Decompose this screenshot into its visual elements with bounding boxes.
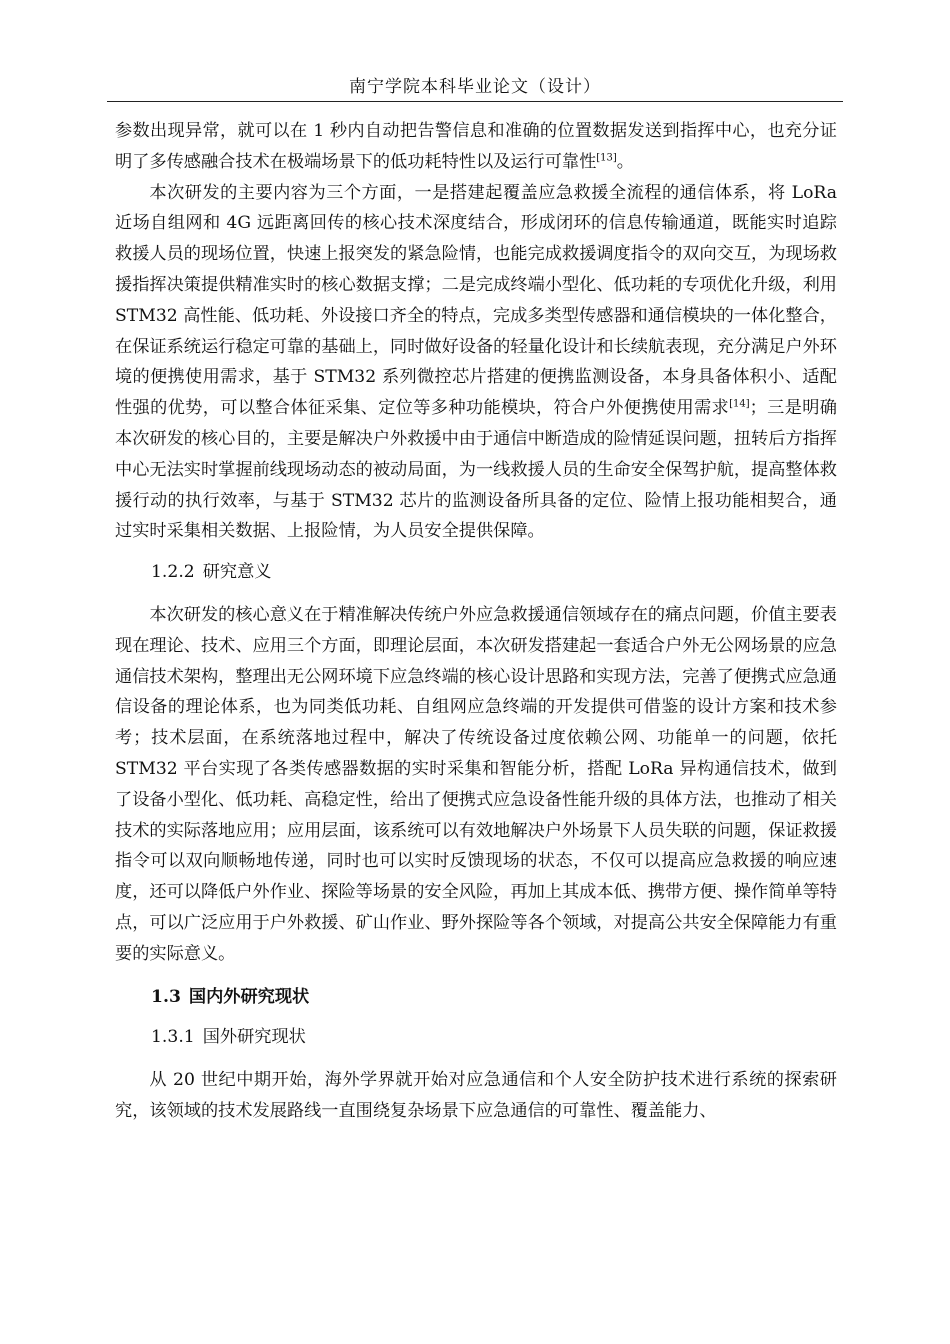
header-rule <box>107 101 843 102</box>
page-header-title: 南宁学院本科毕业论文（设计） <box>349 77 601 97</box>
body-content <box>115 116 837 1127</box>
paragraph: 参数出现异常，就可以在 1 秒内自动把告警信息和准确的位置数据发送到指挥中心，也充分证明了多传感融合技术在极端场景下的低功耗特性以及运行可靠性[13]。 <box>115 121 837 172</box>
citation: [13] <box>596 152 617 164</box>
paragraph: 本次研发的主要内容为三个方面，一是搭建起覆盖应急救援全流程的通信体系，将 LoRa 近场自组网和 4G 远距离回传的核心技术深度结合，形成闭环的信息传输通道，既能实时追踪救援人员的现场位置，快速上报突发的紧急险情，也能完成救援调度指令的双向交互，为现场救援指挥决策提供精准实时的核心数据支撑；二是完成终端小型化、低功耗的专项优化升级，利用 STM32 高性能、低功耗、外设接口齐全的特点，完成多类型传感器和通信模块的一体化整合，在保证系统运行稳定可靠的基础上，同时做好设备的轻量化设计和长续航表现，充分满足户外环境的便携使用需求，基于 STM32 系列微控芯片搭建的便携监测设备，本身具备体积小、适配性强的优势，可以整合体征采集、定位等多种功能模块，符合户外便携使用需求[14]；三是明确本次研发的核心目的，主要是解决户外救援中由于通信中断造成的险情延误问题，扭转后方指挥中心无法实时掌握前线现场动态的被动局面，为一线救援人员的生命安全保驾护航，提高整体救援行动的执行效率，与基于 STM32 芯片的监测设备所具备的定位、险情上报功能相契合，通过实时采集相关数据、上报险情，为人员安全提供保障。 <box>115 182 837 542</box>
citation: [14] <box>729 398 750 410</box>
paragraph: 本次研发的核心意义在于精准解决传统户外应急救援通信领域存在的痛点问题，价值主要表现在理论、技术、应用三个方面，即理论层面，本次研发搭建起一套适合户外无公网场景的应急通信技术架构，整理出无公网环境下应急终端的核心设计思路和实现方法，完善了便携式应急通信设备的理论体系，也为同类低功耗、自组网应急终端的开发提供可借鉴的设计方案和技术参考；技术层面，在系统落地过程中，解决了传统设备过度依赖公网、功能单一的问题，依托 STM32 平台实现了各类传感器数据的实时采集和智能分析，搭配 LoRa 异构通信技术，做到了设备小型化、低功耗、高稳定性，给出了便携式应急设备性能升级的具体方法，也推动了相关技术的实际落地应用；应用层面，该系统可以有效地解决户外场景下人员失联的问题，保证救援指令可以双向顺畅地传递，同时也可以实时反馈现场的状态，不仅可以提高应急救援的响应速度，还可以降低户外作业、探险等场景的安全风险，再加上其成本低、携带方便、操作简单等特点，可以广泛应用于户外救援、矿山作业、野外探险等各个领域，对提高公共安全保障能力有重要的实际意义。 <box>115 604 837 964</box>
section-heading-1-2-2: 1.2.2 研究意义 <box>151 562 272 583</box>
paragraph: 从 20 世纪中期开始，海外学界就开始对应急通信和个人安全防护技术进行系统的探索研究，该领域的技术发展路线一直围绕复杂场景下应急通信的可靠性、覆盖能力、 <box>115 1070 837 1121</box>
section-heading-1-3: 1.3 国内外研究现状 <box>151 986 310 1007</box>
section-heading-1-3-1: 1.3.1 国外研究现状 <box>151 1027 306 1048</box>
